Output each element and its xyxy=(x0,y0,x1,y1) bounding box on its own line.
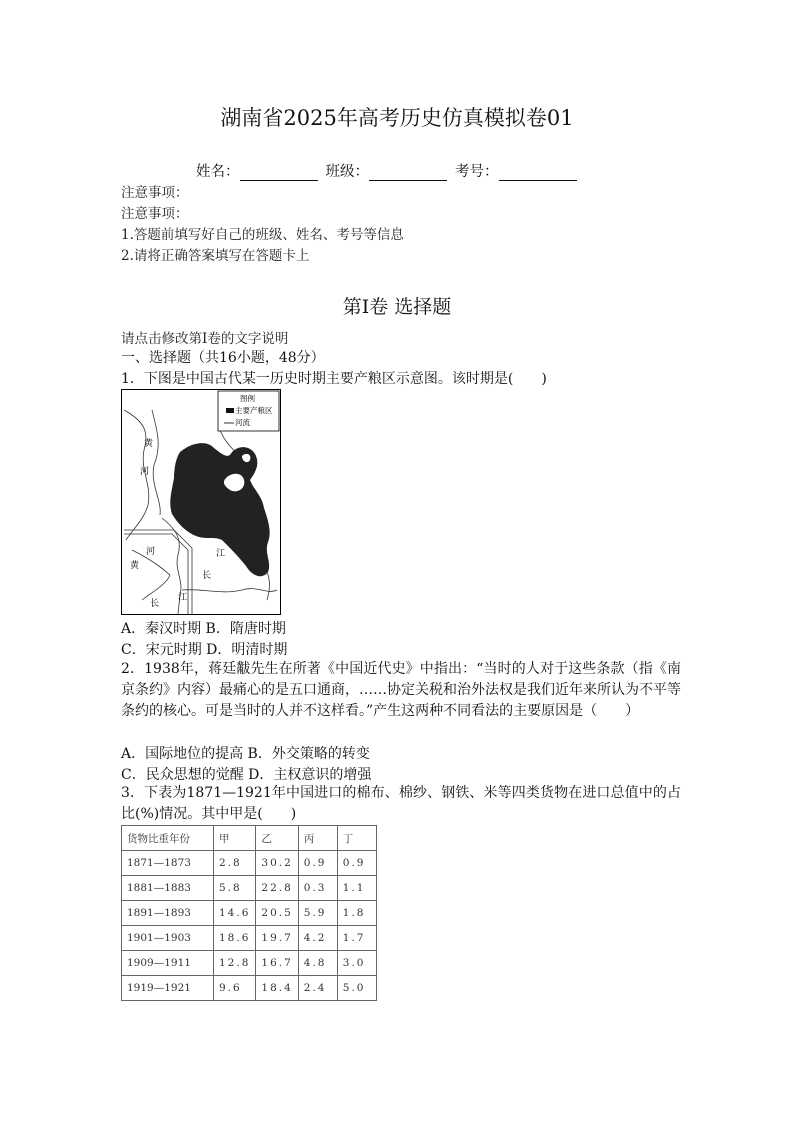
question-1-stem: 1．下图是中国古代某一历史时期主要产粮区示意图。该时期是( ) xyxy=(121,371,547,387)
table-cell: 1.1 xyxy=(337,876,376,901)
question-3-stem: 3．下表为1871—1921年中国进口的棉布、棉纱、钢铁、米等四类货物在进口总值中的占比(%)情况。其中甲是( ) xyxy=(121,785,681,822)
name-blank[interactable] xyxy=(240,166,318,181)
name-label: 姓名： xyxy=(196,164,240,180)
table-cell: 14.6 xyxy=(214,901,256,926)
map-label-huang-inset: 黄 xyxy=(130,561,140,571)
map-label-jiang-inset: 江 xyxy=(178,593,188,603)
table-cell: 1909—1911 xyxy=(122,951,214,976)
map-label-huang: 黄 xyxy=(144,439,154,449)
question-2-options-ab: A．国际地位的提高 B．外交策略的转变 xyxy=(121,746,370,762)
table-cell: 20.5 xyxy=(256,901,298,926)
table-cell: 16.7 xyxy=(256,951,298,976)
notice-title: 注意事项： xyxy=(121,185,189,201)
section-title: 第Ⅰ卷 选择题 xyxy=(342,296,452,318)
table-cell: 4.8 xyxy=(298,951,337,976)
legend-river: 河流 xyxy=(235,418,250,427)
table-cell: 9.6 xyxy=(214,976,256,1001)
question-2-stem: 2．1938年，蒋廷黻先生在所著《中国近代史》中指出：“当时的人对于这些条款（指《南京条约》内容）最痛心的是五口通商，……协定关税和治外法权是我们近年来所认为不平等条约的核心。可是当时的人并不这样看。”产生这两种不同看法的主要原因是（ ） xyxy=(121,661,681,719)
table-cell: 19.7 xyxy=(256,926,298,951)
exam-title: 湖南省2025年高考历史仿真模拟卷01 xyxy=(220,106,574,130)
question-2-options-cd: C．民众思想的觉醒 D．主权意识的增强 xyxy=(121,767,372,783)
table-cell: 1891—1893 xyxy=(122,901,214,926)
table-cell: 1.8 xyxy=(337,901,376,926)
table-cell: 0.9 xyxy=(337,851,376,876)
table-cell: 30.2 xyxy=(256,851,298,876)
table-header-cell: 丁 xyxy=(337,826,376,851)
map-label-he-inset: 河 xyxy=(146,547,156,557)
map-label-chang-inset: 长 xyxy=(150,599,160,609)
table-cell: 1881—1883 xyxy=(122,876,214,901)
table-header-cell: 甲 xyxy=(214,826,256,851)
table-row xyxy=(122,876,377,901)
import-share-table xyxy=(121,825,377,1001)
grain-region-map xyxy=(121,389,281,615)
table-row xyxy=(122,951,377,976)
table-row xyxy=(122,851,377,876)
map-label-jiang: 江 xyxy=(216,549,226,559)
map-label-he: 河 xyxy=(140,467,150,477)
table-cell: 1.7 xyxy=(337,926,376,951)
notice-item-2: 2.请将正确答案填写在答题卡上 xyxy=(121,248,310,264)
question-1-options-cd: C．宋元时期 D．明清时期 xyxy=(121,642,288,658)
table-header-cell: 丙 xyxy=(298,826,337,851)
table-cell: 18.6 xyxy=(214,926,256,951)
legend-title: 图例 xyxy=(240,394,255,403)
table-header-cell: 货物比重年份 xyxy=(122,826,214,851)
question-1-options-ab: A．秦汉时期 B．隋唐时期 xyxy=(121,621,286,637)
notice-title-repeat: 注意事项： xyxy=(121,206,189,222)
table-row xyxy=(122,976,377,1001)
id-blank[interactable] xyxy=(499,166,577,181)
table-cell: 1871—1873 xyxy=(122,851,214,876)
table-cell: 3.0 xyxy=(337,951,376,976)
table-cell: 12.8 xyxy=(214,951,256,976)
table-header-cell: 乙 xyxy=(256,826,298,851)
class-label: 班级： xyxy=(325,164,369,180)
table-header-row xyxy=(122,826,377,851)
table-cell: 5.0 xyxy=(337,976,376,1001)
table-cell: 1901—1903 xyxy=(122,926,214,951)
map-graphic xyxy=(122,390,280,614)
student-info-line xyxy=(196,160,577,181)
id-label: 考号： xyxy=(455,164,499,180)
map-label-chang: 长 xyxy=(202,571,212,581)
table-cell: 2.4 xyxy=(298,976,337,1001)
table-cell: 0.3 xyxy=(298,876,337,901)
table-cell: 5.9 xyxy=(298,901,337,926)
section-edit-hint[interactable]: 请点击修改第I卷的文字说明 xyxy=(121,331,289,347)
legend-grain: 主要产粮区 xyxy=(235,406,273,415)
table-cell: 4.2 xyxy=(298,926,337,951)
table-row xyxy=(122,901,377,926)
table-cell: 5.8 xyxy=(214,876,256,901)
table-cell: 22.8 xyxy=(256,876,298,901)
table-cell: 2.8 xyxy=(214,851,256,876)
table-cell: 0.9 xyxy=(298,851,337,876)
notice-item-1: 1.答题前填写好自己的班级、姓名、考号等信息 xyxy=(121,227,404,243)
table-cell: 18.4 xyxy=(256,976,298,1001)
table-row xyxy=(122,926,377,951)
table-cell: 1919—1921 xyxy=(122,976,214,1001)
class-blank[interactable] xyxy=(369,166,447,181)
part-heading: 一、选择题（共16小题，48分） xyxy=(121,350,325,366)
